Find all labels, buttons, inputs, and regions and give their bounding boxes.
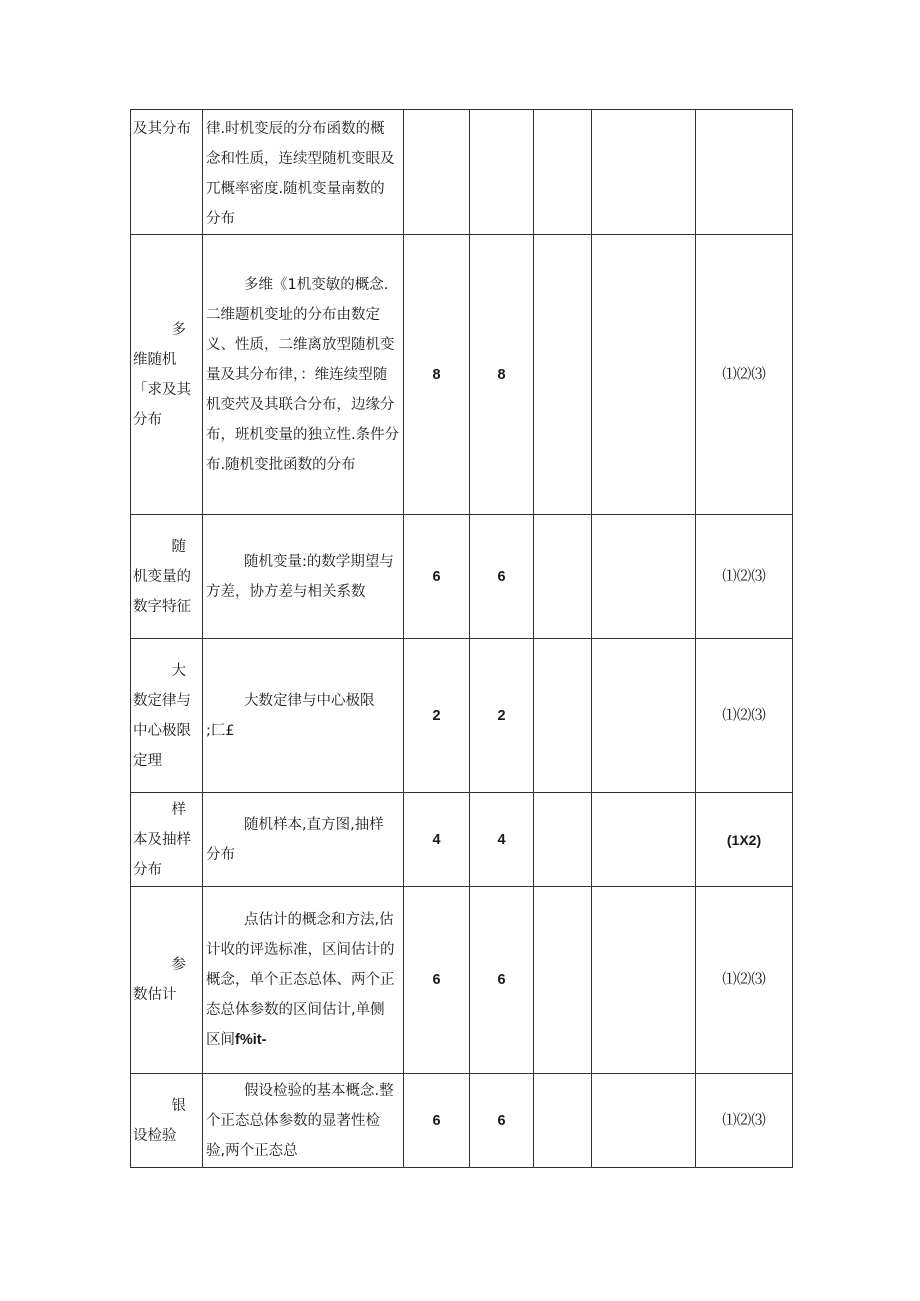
objectives-cell: ⑴⑵⑶ [696, 1074, 793, 1168]
objectives-cell: ⑴⑵⑶ [696, 235, 793, 515]
empty-cell [534, 639, 592, 793]
content-line: 布，班机变量的独立性.条件分 [206, 426, 400, 443]
hours-cell: 6 [470, 887, 534, 1074]
empty-cell [592, 1074, 696, 1168]
table-row [131, 793, 793, 887]
content-line: 大数定律与中心极限 [244, 692, 375, 709]
content-line: 二维题机变址的分布由数定 [206, 306, 380, 323]
hours-cell: 4 [404, 793, 470, 887]
topic-text: 及其分布 [133, 121, 191, 137]
topic-text-head: 多 [171, 321, 186, 338]
content-line: ;匚£ [206, 722, 235, 739]
table-row [131, 515, 793, 639]
topic-text: 数定律与中心极限定理 [133, 692, 191, 769]
content-cell [203, 110, 404, 235]
topic-cell [131, 639, 203, 793]
table-row [131, 639, 793, 793]
table-row [131, 887, 793, 1074]
topic-cell [131, 793, 203, 887]
empty-cell [592, 639, 696, 793]
topic-text-head: 参 [171, 957, 186, 973]
table-row [131, 1074, 793, 1168]
topic-text: 维随机「求及其分布 [133, 351, 191, 428]
topic-text-head: 银 [171, 1097, 186, 1114]
empty-cell [592, 110, 696, 235]
hours-cell: 8 [470, 235, 534, 515]
empty-cell [534, 110, 592, 235]
topic-cell [131, 235, 203, 515]
empty-cell [534, 793, 592, 887]
content-line: 随机变量:的数学期望与 [244, 553, 394, 570]
topic-text: 设检验 [133, 1127, 177, 1144]
empty-cell [534, 235, 592, 515]
empty-cell [592, 515, 696, 639]
content-line: 方差，协方差与相关系数 [206, 583, 366, 600]
content-line: 分布 [206, 211, 235, 227]
empty-cell [534, 515, 592, 639]
topic-cell [131, 515, 203, 639]
content-cell [203, 1074, 404, 1168]
content-line: 随机样本,直方图,抽样 [244, 816, 384, 833]
table-row [131, 110, 793, 235]
topic-cell [131, 110, 203, 235]
hours-cell: 6 [470, 1074, 534, 1168]
topic-text-head: 样 [171, 801, 186, 818]
topic-text-head: 大 [171, 662, 186, 679]
empty-cell [592, 793, 696, 887]
empty-cell [592, 887, 696, 1074]
content-line: 布.随机变批函数的分布 [206, 456, 356, 473]
content-line: 量及其分布律，：维连续型随 [206, 366, 388, 383]
hours-cell: 6 [404, 515, 470, 639]
content-line: 多维《1机变敏的概念. [244, 276, 389, 293]
topic-text: 数估计 [133, 987, 177, 1003]
content-line: 概念，单个正态总体、两个正 [206, 972, 395, 988]
content-line: 机变茓及其联合分布，边缘分 [206, 396, 395, 413]
hours-cell: 6 [470, 515, 534, 639]
empty-cell [592, 235, 696, 515]
content-line: 计收的评选标准，区间估计的 [206, 942, 395, 958]
empty-cell [534, 887, 592, 1074]
content-line: 假设检验的基本概念.整 [244, 1082, 394, 1099]
topic-text: 本及抽样分布 [133, 831, 191, 878]
topic-cell [131, 887, 203, 1074]
content-line: 念和性质，连续型随机变眼及 [206, 151, 395, 167]
empty-cell [534, 1074, 592, 1168]
hours-cell: 2 [404, 639, 470, 793]
hours-cell: 6 [404, 1074, 470, 1168]
content-line-plain: 区间 [206, 1032, 235, 1048]
content-line: 兀概率密度.随机变量南数的 [206, 181, 385, 197]
content-line: 义、性质，二维离放型随机变 [206, 336, 395, 353]
content-line: 律.时机变辰的分布函数的概 [206, 121, 385, 137]
hours-cell [470, 110, 534, 235]
objectives-cell [696, 110, 793, 235]
content-cell [203, 887, 404, 1074]
hours-cell: 2 [470, 639, 534, 793]
content-line: 个正态总体参数的显著性检 [206, 1112, 380, 1129]
hours-cell [404, 110, 470, 235]
objectives-cell: ⑴⑵⑶ [696, 639, 793, 793]
content-line-bold: f%it- [235, 1032, 267, 1048]
hours-cell: 6 [404, 887, 470, 1074]
table-row [131, 235, 793, 515]
hours-cell: 8 [404, 235, 470, 515]
topic-text-head: 随 [171, 538, 186, 555]
content-cell [203, 793, 404, 887]
content-cell [203, 235, 404, 515]
content-line: 态总体参数的区间估计,单侧 [206, 1002, 385, 1018]
content-line [206, 1025, 401, 1055]
topic-text: 机变量的数字特征 [133, 568, 191, 615]
objectives-cell: (1X2) [696, 793, 793, 887]
objectives-cell: ⑴⑵⑶ [696, 887, 793, 1074]
syllabus-table [130, 109, 793, 1168]
objectives-cell: ⑴⑵⑶ [696, 515, 793, 639]
content-line: 验,两个正态总 [206, 1142, 298, 1159]
content-cell [203, 639, 404, 793]
hours-cell: 4 [470, 793, 534, 887]
content-line: 点估计的概念和方法,估 [244, 912, 394, 928]
topic-cell [131, 1074, 203, 1168]
content-line: 分布 [206, 846, 235, 863]
content-cell [203, 515, 404, 639]
